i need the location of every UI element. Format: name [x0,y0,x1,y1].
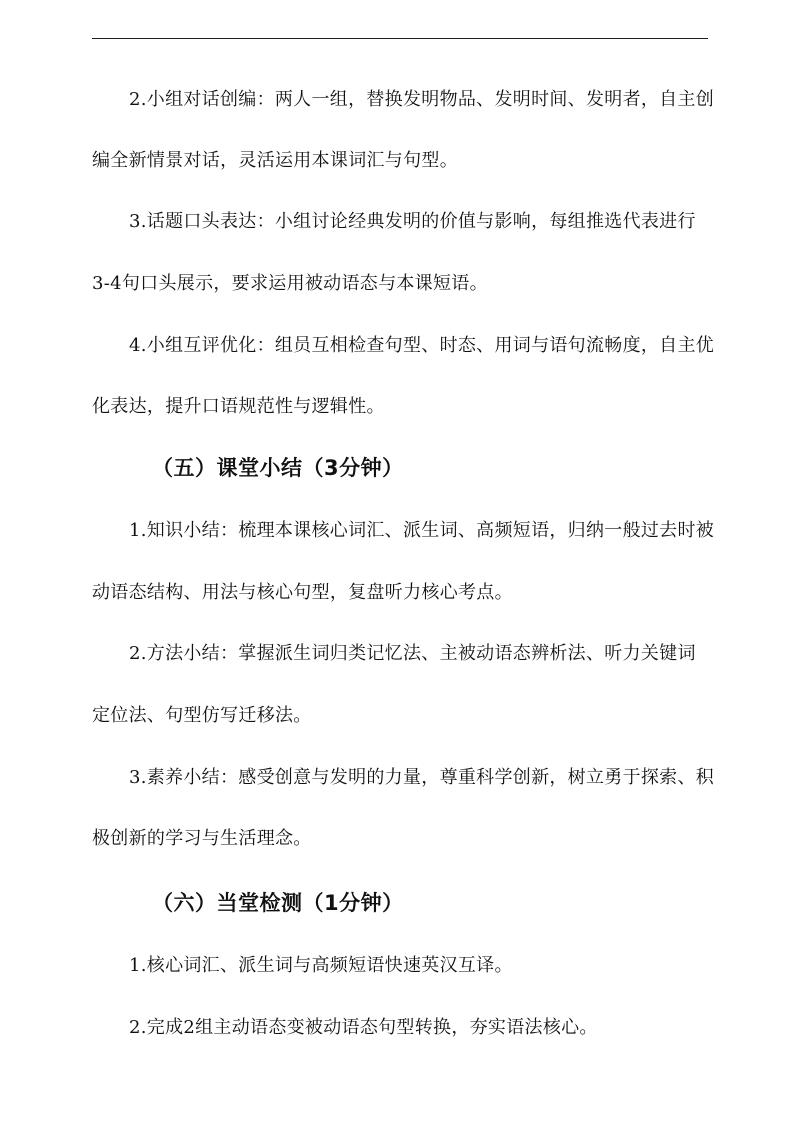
header-rule [92,38,708,39]
paragraph-literacy-line2: 极创新的学习与生活理念。 [92,828,312,849]
paragraph-peer-review-line1: 4.小组互评优化：组员互相检查句型、时态、用词与语句流畅度，自主优 [129,335,715,356]
paragraph-dialogue-line2: 编全新情景对话，灵活运用本课词汇与句型。 [92,150,458,171]
section-heading-quiz: （六）当堂检测（1分钟） [152,891,404,915]
paragraph-voice-conversion: 2.完成2组主动语态变被动语态句型转换，夯实语法核心。 [129,1017,598,1038]
paragraph-oral-line2: 3-4句口头展示，要求运用被动语态与本课短语。 [92,273,488,294]
section-heading-summary: （五）课堂小结（3分钟） [152,456,404,480]
paragraph-knowledge-line1: 1.知识小结：梳理本课核心词汇、派生词、高频短语，归纳一般过去时被 [129,520,715,541]
paragraph-method-line2: 定位法、句型仿写迁移法。 [92,705,312,726]
paragraph-method-line1: 2.方法小结：掌握派生词归类记忆法、主被动语态辨析法、听力关键词 [129,643,696,664]
paragraph-knowledge-line2: 动语态结构、用法与核心句型，复盘听力核心考点。 [92,582,513,603]
paragraph-dialogue-line1: 2.小组对话创编：两人一组，替换发明物品、发明时间、发明者，自主创 [129,89,715,110]
paragraph-translation: 1.核心词汇、派生词与高频短语快速英汉互译。 [129,955,513,976]
paragraph-peer-review-line2: 化表达，提升口语规范性与逻辑性。 [92,396,385,417]
paragraph-oral-line1: 3.话题口头表达：小组讨论经典发明的价值与影响，每组推选代表进行 [129,211,696,232]
paragraph-literacy-line1: 3.素养小结：感受创意与发明的力量，尊重科学创新，树立勇于探索、积 [129,767,715,788]
